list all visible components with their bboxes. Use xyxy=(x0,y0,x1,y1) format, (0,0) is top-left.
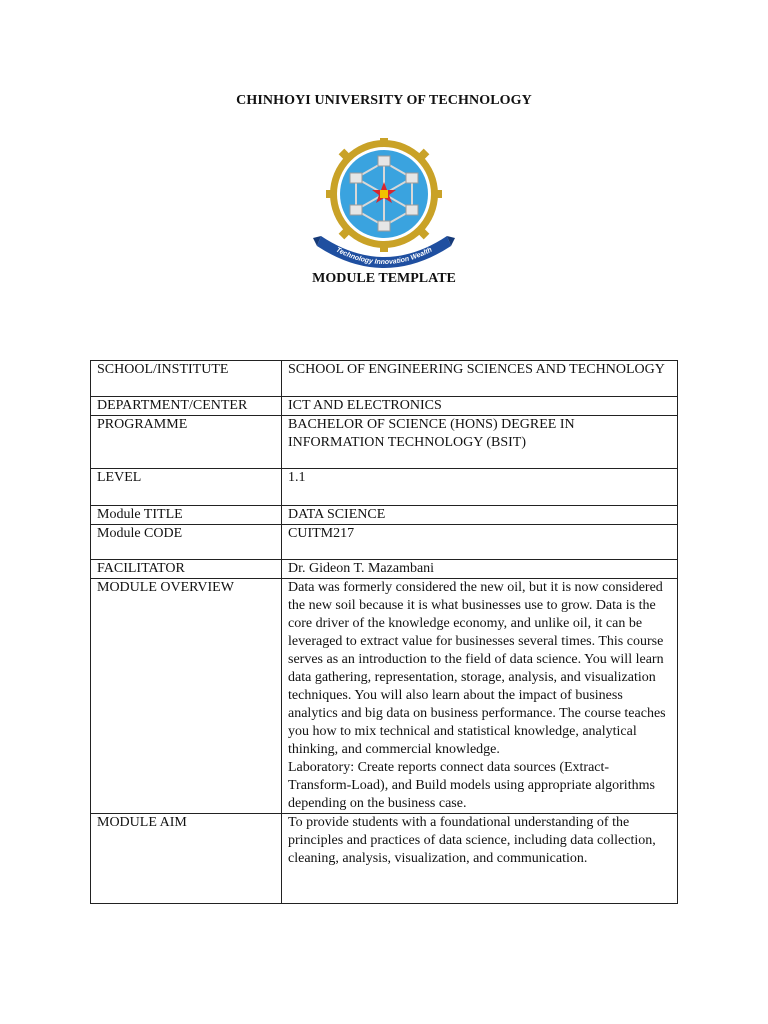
table-row xyxy=(91,525,678,560)
university-logo xyxy=(313,138,455,270)
row-label: Module TITLE xyxy=(91,506,282,525)
module-info-table xyxy=(90,360,678,904)
row-label: Module CODE xyxy=(91,525,282,560)
table-row xyxy=(91,506,678,525)
row-value: SCHOOL OF ENGINEERING SCIENCES AND TECHNOLOGY xyxy=(282,361,678,397)
row-value: Dr. Gideon T. Mazambani xyxy=(282,560,678,579)
row-value: ICT AND ELECTRONICS xyxy=(282,397,678,416)
overview-text: Data was formerly considered the new oil, but it is now considered the new soil because it is what businesses use to grow. Data is the core driver of the knowledge economy, and unlike oil, it can be leveraged to extract value for businesses several times. This course serves as an introduction to the field of data science. You will learn data gathering, representation, storage, analysis, and visualization techniques. You will also learn about the impact of business analytics and big data on business performance. The course teaches you how to mix technical and statistical knowledge, analytical thinking, and commercial knowledge. xyxy=(288,580,666,757)
row-label: PROGRAMME xyxy=(91,416,282,469)
document-title: MODULE TEMPLATE xyxy=(312,271,456,286)
table-row xyxy=(91,361,678,397)
table-row xyxy=(91,579,678,814)
motto-text: Technology Innovation Wealth xyxy=(334,246,434,267)
laboratory-text: Laboratory: Create reports connect data sources (Extract-Transform-Load), and Build models using appropriate algorithms depending on the business case. xyxy=(288,760,655,811)
row-label: MODULE AIM xyxy=(91,814,282,904)
row-label: DEPARTMENT/CENTER xyxy=(91,397,282,416)
table-row xyxy=(91,397,678,416)
table-row xyxy=(91,469,678,506)
row-value: DATA SCIENCE xyxy=(282,506,678,525)
table-row xyxy=(91,814,678,904)
row-label: LEVEL xyxy=(91,469,282,506)
row-value: To provide students with a foundational understanding of the principles and practices of data science, including data collection, cleaning, analysis, visualization, and communication. xyxy=(282,814,678,904)
row-label: SCHOOL/INSTITUTE xyxy=(91,361,282,397)
table-row xyxy=(91,560,678,579)
row-value: BACHELOR OF SCIENCE (HONS) DEGREE IN INFORMATION TECHNOLOGY (BSIT) xyxy=(282,416,678,469)
row-value xyxy=(282,579,678,814)
university-title: CHINHOYI UNIVERSITY OF TECHNOLOGY xyxy=(236,93,532,108)
row-value: 1.1 xyxy=(282,469,678,506)
table-row xyxy=(91,416,678,469)
row-label: FACILITATOR xyxy=(91,560,282,579)
row-value: CUITM217 xyxy=(282,525,678,560)
row-label: MODULE OVERVIEW xyxy=(91,579,282,814)
